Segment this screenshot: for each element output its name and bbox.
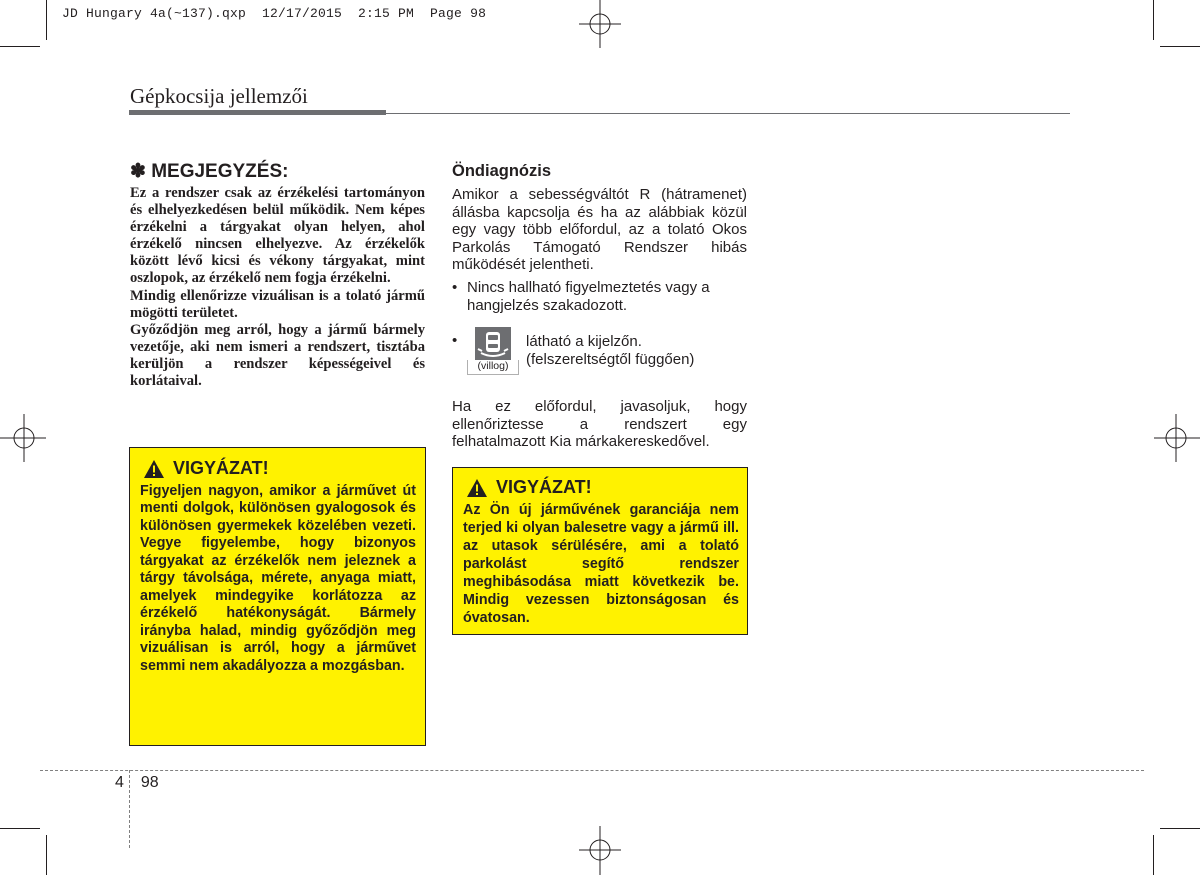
crop-mark <box>46 835 47 875</box>
parking-warning-indicator <box>467 327 519 379</box>
note-paragraph: Ez a rendszer csak az érzékelési tartományon és elhelyezkedésen belül működik. Nem képes érzékelni a tárgyakat olyan helyen, ahol érzékelő nincsen elhelyezve. Az érzékelők között lévő kicsi és vékony tárgyakat, mint oszlopok, az érzékelő nem fogja érzékelni. <box>130 185 425 287</box>
diagnostics-heading: Öndiagnózis <box>452 162 551 180</box>
note-paragraph: Győződjön meg arról, hogy a jármű bármely vezetője, aki nem ismeri a rendszert, tisztába kerüljön a rendszer képességeivel és korlátaival. <box>130 321 425 390</box>
list-item <box>452 279 748 314</box>
footer-rule <box>40 770 1144 771</box>
warning-heading <box>143 458 269 479</box>
header-rule <box>129 110 386 115</box>
warning-triangle-icon <box>143 459 165 479</box>
warning-triangle-icon <box>466 478 488 498</box>
header-rule-thin <box>386 113 1070 114</box>
registration-mark-icon <box>575 0 625 50</box>
crop-mark <box>46 0 47 40</box>
print-slug: JD Hungary 4a(~137).qxp 12/17/2015 2:15 PM Page 98 <box>62 6 487 21</box>
warning-box <box>452 467 748 635</box>
registration-mark-icon <box>575 826 625 875</box>
icon-caption: (villog) <box>467 360 519 375</box>
warning-box <box>129 447 426 746</box>
list-item <box>452 332 748 382</box>
crop-mark <box>1153 835 1154 875</box>
warning-heading <box>466 477 592 498</box>
bullet-text-line: látható a kijelzőn. <box>526 333 642 350</box>
crop-mark <box>1153 0 1154 40</box>
bullet-mark: • <box>452 279 458 296</box>
section-title: Gépkocsija jellemzői <box>130 84 308 108</box>
crop-mark <box>1160 46 1200 47</box>
bullet-mark: • <box>452 332 458 349</box>
parking-sensor-icon <box>475 327 511 360</box>
warning-heading-text: VIGYÁZAT! <box>173 458 269 478</box>
note-heading: ✽ MEGJEGYZÉS: <box>130 161 289 182</box>
warning-text: Figyeljen nagyon, amikor a járművet út menti dolgok, különösen gyalogosok és különösen gyermekek közelében vezeti. Vegye figyelembe, hogy bizonyos tárgyakat az érzékelők nem jeleznek a tárgy távolsága, mérete, anyaga miatt, amelyek mindegyike korlátozza az érzékelő hatékonyságát. Bármely irányba halad, mindig győződjön meg vizuálisan is arról, hogy a járművet semmi nem akadályozza a mozgásban. <box>140 483 416 674</box>
warning-heading-text: VIGYÁZAT! <box>496 477 592 497</box>
registration-mark-icon <box>0 412 48 462</box>
crop-mark <box>0 46 40 47</box>
bullet-text <box>526 333 748 368</box>
bullet-text: Nincs hallható figyelmeztetés vagy a hangjelzés szakadozott. <box>467 279 710 314</box>
note-paragraph: Mindig ellenőrizze vizuálisan is a tolató jármű mögötti területet. <box>130 287 425 321</box>
diagnostics-outro: Ha ez előfordul, javasoljuk, hogy ellenőriztesse a rendszert egy felhatalmazott Kia márkakereskedővel. <box>452 398 747 451</box>
note-body <box>130 185 425 390</box>
bullet-text-line: (felszereltségtől függően) <box>526 350 695 368</box>
page-number-value: 98 <box>140 774 159 791</box>
chapter-number: 4 <box>115 774 124 791</box>
crop-mark <box>0 828 40 829</box>
registration-mark-icon <box>1152 412 1200 462</box>
page-number <box>115 774 159 792</box>
warning-text: Az Ön új járművének garanciája nem terjed ki olyan balesetre vagy a jármű ill. az utasok sérülésére, ami a tolató parkolást segítő rendszer meghibásodása miatt következik be. Mindig vezessen biztonságosan és óvatosan. <box>463 502 739 626</box>
crop-mark <box>1160 828 1200 829</box>
diagnostics-intro: Amikor a sebességváltót R (hátramenet) állásba kapcsolja és ha az alábbiak közül egy vagy több előfordul, az a tolató Okos Parkolás Támogató Rendszer hibás működését jelentheti. <box>452 186 747 274</box>
